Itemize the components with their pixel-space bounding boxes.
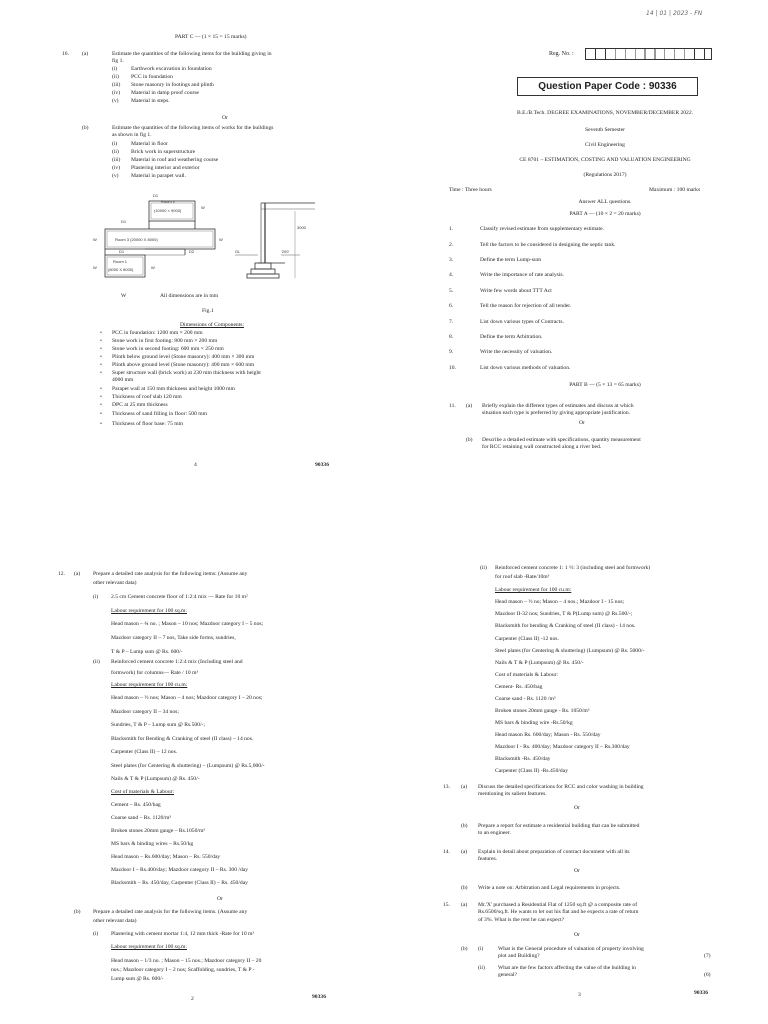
subject: CE 8701 – ESTIMATION, COSTING AND VALUATION ENGINEERING bbox=[519, 157, 691, 163]
q16b-text-2: as shown in fig 1. bbox=[112, 132, 152, 138]
q14-number: 14. bbox=[443, 849, 450, 855]
q12b-text-2: other relevant data) bbox=[93, 918, 137, 924]
dimension-item: • Thickness of floor base: 75 mm bbox=[112, 421, 183, 428]
rate-line: Carpenter (Class II) -Rs.450/day bbox=[495, 768, 569, 774]
rate-line: Mazdoor II-32 nos; Sundries, T & P(Lump sum) @ Rs.500/-; bbox=[495, 611, 633, 617]
or-15: Or bbox=[574, 932, 580, 938]
q12a-label: (a) bbox=[74, 571, 81, 577]
answer-all: Answer ALL questions. bbox=[578, 199, 632, 205]
q16a-item-num: (i) bbox=[112, 66, 118, 72]
rate-line: Broken stones 20mm gauge - Rs. 1050/m³ bbox=[495, 708, 590, 714]
q14a-text-1: Explain in detail about preparation of contract document with all its bbox=[478, 849, 630, 855]
dimension-item-cont: 4000 mm bbox=[112, 377, 134, 383]
rate-line: Nails & T & P (Lumpsum) @ Rs. 450/- bbox=[495, 660, 584, 666]
q-num: 8. bbox=[449, 334, 454, 340]
q14b-label: (b) bbox=[461, 885, 468, 891]
fig-room2-dim: (10000 × 9000) bbox=[154, 208, 182, 213]
part-a-question: List down various types of Contracts. bbox=[480, 319, 564, 325]
q12a-ii-text-1: Reinforced cement concrete 1:2:4 mix (Including steel and bbox=[111, 659, 243, 665]
dimension-item: • Stone work in first footing: 800 mm × 200 mm bbox=[112, 338, 217, 345]
page-number: 4 bbox=[194, 462, 197, 468]
rate-line: Head mason – ¾ no. ; Mason – 10 nos; Mazdoor category I – 5 nos; bbox=[111, 621, 264, 627]
q12a-i-label: (i) bbox=[93, 594, 99, 600]
semester: Seventh Semester bbox=[585, 127, 625, 133]
rate-line: Blacksmith for Bending & Cranking of steel (II class) – 14 nos. bbox=[111, 736, 254, 742]
marks-7: (7) bbox=[704, 953, 711, 959]
q11b-label: (b) bbox=[466, 437, 473, 443]
q16b-item: Brick work in superstructure bbox=[131, 149, 196, 155]
fig-gl-label: GL bbox=[235, 249, 241, 254]
fig-w-bottom: W bbox=[121, 293, 127, 299]
q16b-label: (b) bbox=[82, 125, 89, 131]
q16b-item: Material in parapet wall. bbox=[131, 173, 186, 179]
rate-line: Steel plates (for Centering & shuttering) – (Lumpsum) @ Rs.5,000/- bbox=[111, 763, 265, 769]
rate-line: Mazdoor category II – 7 nos, Take side forms, sundries, bbox=[111, 635, 236, 641]
rate-line: Head mason Rs. 600/day; Mason - Rs. 550/day bbox=[495, 732, 601, 738]
dimension-item: • Plinth above ground level (Stone masonry): 400 mm × 600 mm bbox=[112, 362, 254, 369]
q-num: 3. bbox=[449, 257, 454, 263]
q13a-label: (a) bbox=[461, 784, 468, 790]
q16a-item-num: (v) bbox=[112, 98, 119, 104]
labour-heading: Labour requirement for 100 cu.m: bbox=[111, 682, 188, 688]
q15b-ii-text-2: general? bbox=[498, 972, 517, 978]
regulations: (Regulations 2017) bbox=[583, 172, 627, 178]
q16a-item-num: (iii) bbox=[112, 82, 121, 88]
q11a-label: (a) bbox=[466, 403, 473, 409]
part-a-question: Write the necessity of valuation. bbox=[480, 349, 553, 355]
fig-dim-s: '200' bbox=[281, 249, 290, 254]
q16b-item-num: (i) bbox=[112, 141, 118, 147]
rate-line: Head mason – ½ nos; Mason – 4 nos; Mazdoor category I – 20 nos; bbox=[111, 695, 263, 701]
part-a-question: Write few words about TTT Act bbox=[480, 288, 552, 294]
rate-line: T & P – Lump sum @ Rs. 600/- bbox=[111, 649, 183, 655]
q15b-ii-label: (ii) bbox=[478, 965, 485, 971]
q15a-label: (a) bbox=[461, 902, 468, 908]
part-a-question: Tell the reason for rejection of all tender. bbox=[480, 303, 572, 309]
dimension-item: • Plinth below ground level (Stone masonry): 400 mm × 300 mm bbox=[112, 354, 254, 361]
fig-room1-label: Room 1 bbox=[113, 259, 128, 264]
fig-w-label-r1: W bbox=[93, 265, 97, 270]
figure-caption: Fig.1 bbox=[202, 308, 214, 314]
part-a-question: List down various methods of valuation. bbox=[480, 365, 571, 371]
dimension-item: • Super structure wall (brick work) at 230 mm thickness with height bbox=[112, 370, 261, 377]
marks-6: (6) bbox=[704, 972, 711, 978]
q16a-text-2: fig 1. bbox=[112, 58, 124, 64]
q11a-text-2: situation each type is preferred by giving appropriate justification. bbox=[482, 410, 631, 416]
rate-line: Mazdoor I – Rs.400/day; Mazdoor category II – Rs. 300 /day bbox=[111, 867, 249, 873]
q12a-i-text: 2.5 cm Cement concrete floor of 1:2:4 mix — Rate for 10 m² bbox=[111, 594, 248, 600]
maximum-marks: Maximum : 100 marks bbox=[649, 187, 701, 193]
fig-w-label: W bbox=[201, 205, 205, 210]
q13b-label: (b) bbox=[461, 823, 468, 829]
q12-number: 12. bbox=[58, 571, 65, 577]
or-11: Or bbox=[579, 420, 585, 426]
q12b-ii-text-2: for roof slab -Rate/10m³ bbox=[495, 574, 550, 580]
q11b-text-2: for RCC retaining wall constructed along a river bed. bbox=[482, 444, 602, 450]
q12a-text-1: Prepare a detailed rate analysis for the following items: (Assume any bbox=[93, 571, 248, 577]
q12b-i-label: (i) bbox=[93, 931, 99, 937]
branch: Civil Engineering bbox=[585, 142, 625, 148]
q-num: 7. bbox=[449, 319, 454, 325]
fig-room3-label: Room 3 (20000 X 8000) bbox=[115, 237, 158, 242]
q12a-ii-label: (ii) bbox=[93, 659, 100, 665]
q15b-label: (b) bbox=[461, 946, 468, 952]
fig-w-label-left: W bbox=[93, 237, 97, 242]
q11-number: 11. bbox=[449, 403, 456, 409]
part-a-header: PART A — (10 × 2 = 20 marks) bbox=[569, 211, 641, 217]
fig-room1-dim: (6000 X 8000) bbox=[108, 267, 134, 272]
q-num: 10. bbox=[449, 365, 456, 371]
q-num: 9. bbox=[449, 349, 454, 355]
q12a-text-2: other relevant data) bbox=[93, 580, 137, 586]
or-16: Or bbox=[222, 115, 228, 121]
q16a-item: Stone masonry in footings and plinth bbox=[131, 82, 214, 88]
q-num: 4. bbox=[449, 272, 454, 278]
q-num: 2. bbox=[449, 242, 454, 248]
q16a-item: PCC in foundation bbox=[131, 74, 173, 80]
dimension-item: • Stone work in second footing: 600 mm × 250 mm bbox=[112, 346, 224, 353]
q-num: 6. bbox=[449, 303, 454, 309]
q-num: 5. bbox=[449, 288, 454, 294]
dimensions-title: Dimensions of Components: bbox=[180, 322, 245, 328]
fig-d1-label-3: D1 bbox=[119, 249, 125, 254]
q12b-label: (b) bbox=[74, 909, 81, 915]
rate-line: Nails & T & P (Lumpsum) @ Rs. 450/- bbox=[111, 776, 200, 782]
reg-no-boxes[interactable] bbox=[585, 48, 712, 60]
dimension-item: • Parapet wall at 150 mm thickness and height 1000 mm bbox=[112, 386, 235, 393]
rate-line: MS bars & binding wire -Rs.50/kg bbox=[495, 720, 573, 726]
q16a-item: Material in steps. bbox=[131, 98, 170, 104]
fig-w-label-right: W bbox=[219, 237, 223, 242]
rate-line: MS bars & binding wires – Rs.50/kg bbox=[111, 841, 194, 847]
q13a-text-2: mentioning its salient features. bbox=[478, 791, 547, 797]
fig-w-label-r1b: W bbox=[151, 265, 155, 270]
paper-code-footer: 90336 bbox=[694, 990, 708, 996]
rate-line: Head mason – 1/3 no. ; Mason – 15 nos.; Mazdoor category II – 20 bbox=[111, 958, 262, 964]
q16-number: 16. bbox=[62, 51, 69, 57]
part-c-header: PART C — (1 × 15 = 15 marks) bbox=[175, 34, 247, 40]
part-b-header: PART B — (5 × 13 = 65 marks) bbox=[569, 382, 641, 388]
part-a-question: Classify revised estimate from supplementary estimate. bbox=[480, 226, 604, 232]
rate-line: Broken stones 20mm gauge – Rs.1050/m³ bbox=[111, 828, 205, 834]
or-12: Or bbox=[217, 896, 223, 902]
q16b-item: Plastering interior and exterior bbox=[131, 165, 200, 171]
or-14: Or bbox=[574, 868, 580, 874]
part-a-question: Define the term Lump-sum bbox=[480, 257, 542, 263]
q12b-i-text: Plastering with cement mortar 1:4, 12 mm thick -Rate for 10 m² bbox=[111, 931, 255, 937]
cost-heading: Cost of materials & Labour: bbox=[495, 672, 559, 678]
rate-line: nos.; Mazdoor category I – 2 nos; Scaffolding, sundries, T & P - bbox=[111, 967, 255, 973]
page-number: 2 bbox=[191, 996, 194, 1002]
part-a-question: Define the term Arbitration. bbox=[480, 334, 543, 340]
fig-d2-label: D2 bbox=[189, 249, 195, 254]
q16a-item: Material in damp proof course bbox=[131, 90, 200, 96]
question-paper-code: Question Paper Code : 90336 bbox=[517, 77, 698, 96]
rate-line: Mazdoor I - Rs. 400/day; Mazdoor category II – Rs.300/day bbox=[495, 744, 630, 750]
time-allowed: Time : Three hours bbox=[449, 187, 492, 193]
reg-no-label: Reg. No. : bbox=[549, 51, 574, 57]
rate-line: Cement – Rs. 450/bag bbox=[111, 802, 161, 808]
rate-line: Head mason – Rs.600/day; Mason – Rs. 550/day bbox=[111, 854, 221, 860]
q11b-text-1: Describe a detailed estimate with specifications, quantity measurement bbox=[482, 437, 641, 443]
q16b-item-num: (iv) bbox=[112, 165, 121, 171]
q13b-text-1: Prepare a report for estimate a residential building that can be submitted bbox=[478, 823, 640, 829]
rate-line: Coarse sand – Rs. 1120/m³ bbox=[111, 815, 172, 821]
labour-heading: Labour requirement for 100 cu.m: bbox=[495, 587, 572, 593]
q16a-text-1: Estimate the quantities of the following items for the building giving in bbox=[112, 51, 272, 57]
or-13: Or bbox=[574, 805, 580, 811]
dimension-item: • PCC in foundation: 1200 mm × 200 mm bbox=[112, 330, 203, 337]
handwritten-date: 14 | 01 | 2023 - FN bbox=[646, 10, 703, 17]
q-num: 1. bbox=[449, 226, 454, 232]
q16a-item-num: (iv) bbox=[112, 90, 121, 96]
q15-number: 15. bbox=[443, 902, 450, 908]
q15b-ii-text-1: What are the few factors affecting the value of the building in bbox=[498, 965, 636, 971]
q14a-text-2: features. bbox=[478, 856, 498, 862]
rate-line: Mazdoor category II – 34 nos; bbox=[111, 709, 179, 715]
q12b-ii-label: (ii) bbox=[480, 565, 487, 571]
q12a-ii-text-2: formwork) for columns— Rate / 10 m³ bbox=[111, 670, 199, 676]
q16b-item-num: (iii) bbox=[112, 157, 121, 163]
q16b-item: Material in roof and weathering course bbox=[131, 157, 219, 163]
rate-line: Carpenter (Class II) – 12 nos. bbox=[111, 749, 178, 755]
q15b-i-text-2: plot and Building? bbox=[498, 953, 540, 959]
q16b-item-num: (v) bbox=[112, 173, 119, 179]
q16b-item-num: (ii) bbox=[112, 149, 119, 155]
q15b-i-text-1: What is the General procedure of valuation of property involving bbox=[498, 946, 644, 952]
q15a-text-3: of 3%. What is the rent he can expect? bbox=[478, 917, 565, 923]
figure-1-plan-section bbox=[85, 183, 365, 293]
labour-heading: Labour requirement for 100 sq.m: bbox=[111, 608, 187, 614]
all-dimensions-note: All dimensions are in mm bbox=[160, 293, 219, 299]
cost-heading: Cost of materials & Labour: bbox=[111, 789, 175, 795]
paper-code-footer: 90336 bbox=[312, 994, 326, 1000]
q15a-text-2: Rs.6500/sq.ft. He wants to let out his flat and he expects a rate of return bbox=[478, 909, 639, 915]
rate-line: Coarse sand - Rs. 1120 /m³ bbox=[495, 696, 556, 702]
rate-line: Lump sum @ Rs. 600/- bbox=[111, 976, 164, 982]
rate-line: Cement- Rs. 450/bag bbox=[495, 684, 543, 690]
rate-line: Blacksmith -Rs. 450/day bbox=[495, 756, 551, 762]
fig-d1-label: D1 bbox=[153, 193, 159, 198]
q13a-text-1: Discuss the detailed specifications for RCC and color washing in building bbox=[478, 784, 644, 790]
page-number: 3 bbox=[578, 992, 581, 998]
fig-room2-label: Room 2 bbox=[161, 199, 176, 204]
rate-line: Blacksmith for bending & Cranking of steel (II class) - 14 nos. bbox=[495, 623, 636, 629]
q12b-text-1: Prepare a detailed rate analysis for the following items. (Assume any bbox=[93, 909, 248, 915]
fig-3000-label: 3000 bbox=[297, 225, 306, 230]
dimension-item: • DPC at 25 mm thickness bbox=[112, 402, 168, 409]
q13b-text-2: to an engineer. bbox=[478, 830, 511, 836]
fig-d1-label-2: D1 bbox=[121, 219, 127, 224]
q11a-text-1: Briefly explain the different types of estimates and discuss at which bbox=[482, 403, 634, 409]
part-a-question: Write the importance of rate analysis. bbox=[480, 272, 564, 278]
rate-line: Carpenter (Class II) -12 nos. bbox=[495, 636, 559, 642]
rate-line: Steel plates (for Centering & shuttering) (Lumpsum) @ Rs. 5000/- bbox=[495, 648, 645, 654]
q16a-item: Earthwork excavation in foundation bbox=[131, 66, 212, 72]
rate-line: Blacksmith – Rs. 450/day, Carpenter (Class II) – Rs. 450/day bbox=[111, 880, 248, 886]
dimension-item: • Thickness of sand filling in floor: 500 mm bbox=[112, 411, 207, 418]
dimension-item: • Thickness of roof slab 120 mm bbox=[112, 394, 182, 401]
q15b-i-label: (i) bbox=[478, 946, 484, 952]
q16a-label: (a) bbox=[82, 51, 89, 57]
q14a-label: (a) bbox=[461, 849, 468, 855]
rate-line: Head mason – ½ no; Mason – 4 nos.; Mazdoor I - 15 nos; bbox=[495, 599, 625, 605]
paper-code-footer: 90336 bbox=[315, 462, 329, 468]
exam-title: B.E./B.Tech. DEGREE EXAMINATIONS, NOVEMBER/DECEMBER 2022. bbox=[516, 110, 694, 116]
q16a-item-num: (ii) bbox=[112, 74, 119, 80]
q16b-text-1: Estimate the quantities of the following items of works for the buildings bbox=[112, 125, 274, 131]
labour-heading: Labour requirement for 100 sq.m: bbox=[111, 944, 187, 950]
q14b-text-1: Write a note on: Arbitration and Legal requirements in projects. bbox=[478, 885, 621, 891]
part-a-question: Tell the factors to be considered in designing the septic tank. bbox=[480, 242, 616, 248]
q15a-text-1: Mr.'X' purchased a Residential Flat of 1250 sq.ft @ a composite rate of bbox=[478, 902, 638, 908]
q12b-ii-text-1: Reinforced cement concrete 1: 1 ½: 3 (including steel and formwork) bbox=[495, 565, 651, 571]
q16b-item: Material in floor bbox=[131, 141, 168, 147]
q13-number: 13. bbox=[443, 784, 450, 790]
rate-line: Sundries, T & P – Lump sum @ Rs.500/-; bbox=[111, 722, 205, 728]
